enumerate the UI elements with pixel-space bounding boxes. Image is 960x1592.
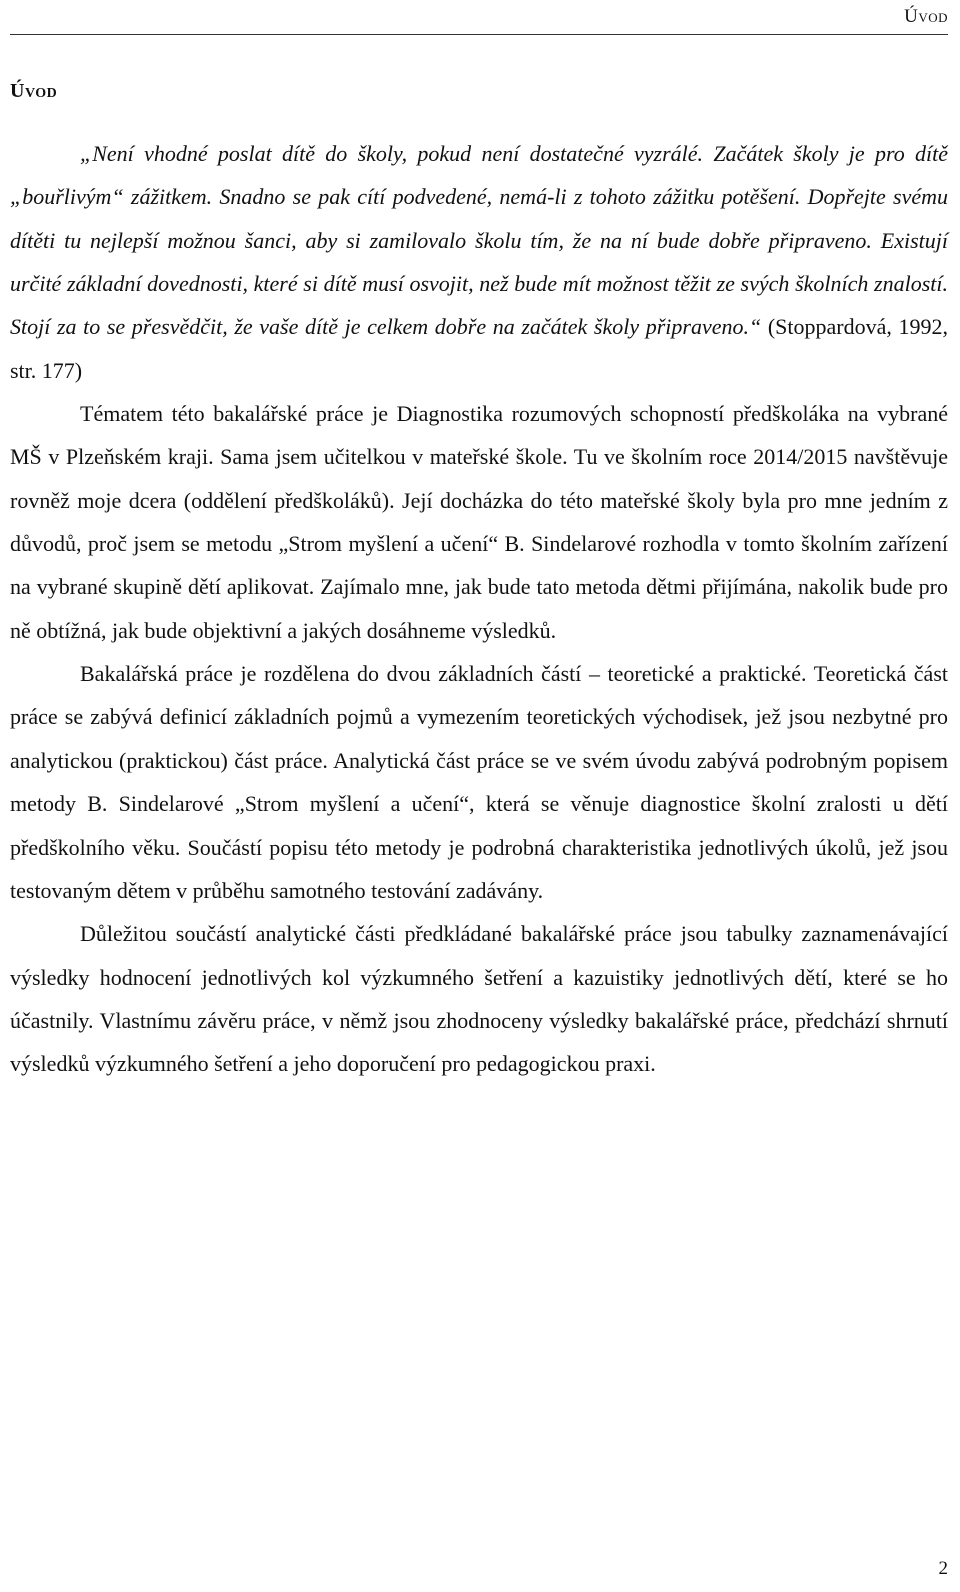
header-divider	[10, 34, 948, 35]
quote-citation: (Stoppardová, 1992, str. 177)	[10, 314, 949, 383]
paragraph-3: Důležitou součástí analytické části předkládané bakalářské práce jsou tabulky zaznamenávající výsledky hodnocení jednotlivých kol výzkumného šetření a kazuistiky jednotlivých dětí, které se ho účastnily. Vlastnímu závěru práce, v němž jsou zhodnoceny výsledky bakalářské práce, předchází shrnutí výsledků výzkumného šetření a jeho doporučení pro pedagogickou praxi.	[10, 921, 948, 1077]
document-body	[10, 132, 948, 1086]
quote-text: „Není vhodné poslat dítě do školy, pokud není dostatečné vyzrálé. Začátek školy je pro dítě „bouřlivým“ zážitkem. Snadno se pak cítí podvedené, nemá-li z tohoto zážitku potěšení. Dopřejte svému dítěti tu nejlepší možnou šanci, aby si zamilovalo školu tím, že na ní bude dobře připraveno. Existují určité základní dovednosti, které si dítě musí osvojit, než bude mít možnost těžit ze svých školních znalostí. Stojí za to se přesvědčit, že vaše dítě je celkem dobře na začátek školy připraveno.“	[10, 141, 948, 340]
quote-paragraph	[10, 132, 948, 392]
running-header	[904, 6, 948, 28]
running-header-text: Úvod	[904, 6, 948, 27]
section-title	[10, 80, 57, 103]
paragraph-2: Bakalářská práce je rozdělena do dvou základních částí – teoretické a praktické. Teoretická část práce se zabývá definicí základních pojmů a vymezením teoretických východisek, jež jsou nezbytné pro analytickou (praktickou) část práce. Analytická část práce se ve svém úvodu zabývá podrobným popisem metody B. Sindelarové „Strom myšlení a učení“, která se věnuje diagnostice školní zralosti u dětí předškolního věku. Součástí popisu této metody je podrobná charakteristika jednotlivých úkolů, jež jsou testovaným dětem v průběhu samotného testování zadávány.	[10, 661, 948, 903]
section-title-text: Úvod	[10, 80, 58, 102]
paragraph-1: Tématem této bakalářské práce je Diagnostika rozumových schopností předškoláka na vybrané MŠ v Plzeňském kraji. Sama jsem učitelkou v mateřské škole. Tu ve školním roce 2014/2015 navštěvuje rovněž moje dcera (oddělení předškoláků). Její docházka do této mateřské školy byla pro mne jedním z důvodů, proč jsem se metodu „Strom myšlení a učení“ B. Sindelarové rozhodla v tomto školním zařízení na vybrané skupině dětí aplikovat. Zajímalo mne, jak bude tato metoda dětmi přijímána, nakolik bude pro ně obtížná, jak bude objektivní a jakých dosáhneme výsledků.	[10, 401, 948, 643]
page-number: 2	[938, 1558, 948, 1579]
